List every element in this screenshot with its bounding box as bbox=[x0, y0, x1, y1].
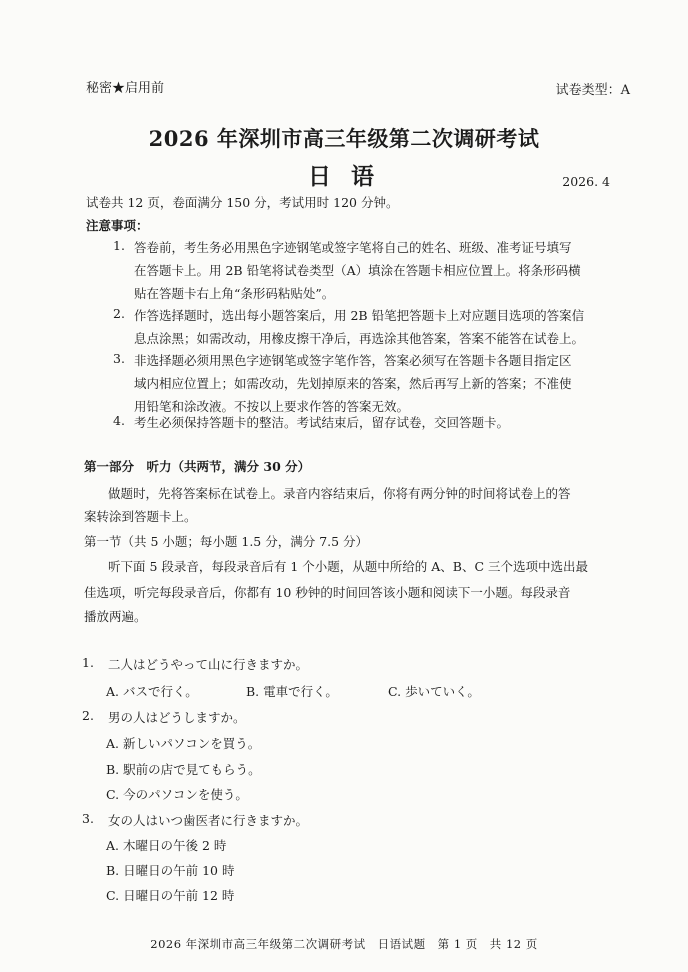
part-instruction-line: 案转涂到答题卡上。 bbox=[84, 509, 197, 524]
note-line: 答卷前，考生务必用黑色字迹钢笔或签字笔将自己的姓名、班级、准考证号填写 bbox=[134, 240, 572, 255]
option-a: A. バスで行く。 bbox=[106, 684, 198, 699]
subject-title: 日 语 bbox=[307, 163, 380, 190]
exam-title: 2026 年深圳市高三年级第二次调研考试 bbox=[148, 126, 540, 151]
question-number: 2. bbox=[82, 708, 94, 723]
section-instruction-line: 佳选项，听完每段录音后，你都有 10 秒钟的时间回答该小题和阅读下一小题。每段录音 bbox=[84, 585, 571, 600]
part-title-detail: （共两节，满分 30 分） bbox=[171, 459, 311, 474]
note-number: 4. bbox=[113, 413, 125, 428]
note-line: 在答题卡上。用 2B 铅笔将试卷类型（A）填涂在答题卡相应位置上。将条形码横 bbox=[134, 263, 581, 278]
notes-title: 注意事项： bbox=[86, 218, 149, 233]
question-text: 二人はどうやって山に行きますか。 bbox=[108, 657, 309, 672]
part-title bbox=[84, 457, 310, 475]
option-b: B. 電車で行く。 bbox=[246, 684, 338, 699]
note-number: 2. bbox=[113, 306, 125, 321]
option-c: C. 今のパソコンを使う。 bbox=[106, 787, 248, 802]
option-a: A. 木曜日の午後 2 時 bbox=[106, 838, 227, 853]
part-instruction-line: 做题时，先将答案标在试卷上。录音内容结束后，你将有两分钟的时间将试卷上的答 bbox=[108, 486, 571, 501]
note-line: 息点涂黑；如需改动，用橡皮擦干净后，再选涂其他答案，答案不能答在试卷上。 bbox=[134, 331, 585, 346]
section-title: 第一节（共 5 小题；每小题 1.5 分，满分 7.5 分） bbox=[84, 534, 369, 549]
note-line: 贴在答题卡右上角“条形码粘贴处”。 bbox=[134, 286, 335, 301]
note-number: 3. bbox=[113, 351, 125, 366]
page-footer: 2026 年深圳市高三年级第二次调研考试 日语试题 第 1 页 共 12 页 bbox=[150, 937, 538, 951]
option-b: B. 駅前の店で見てもらう。 bbox=[106, 762, 261, 777]
confidential-label: 秘密★启用前 bbox=[86, 81, 165, 96]
exam-intro: 试卷共 12 页，卷面满分 150 分，考试用时 120 分钟。 bbox=[86, 195, 399, 210]
question-number: 1. bbox=[82, 655, 94, 670]
section-instruction-line: 播放两遍。 bbox=[84, 609, 147, 624]
part-title-main: 第一部分 听力 bbox=[84, 459, 172, 474]
option-b: B. 日曜日の午前 10 時 bbox=[106, 863, 235, 878]
note-line: 域内相应位置上；如需改动，先划掉原来的答案，然后再写上新的答案；不准使 bbox=[134, 376, 572, 391]
note-line: 考生必须保持答题卡的整洁。考试结束后，留存试卷，交回答题卡。 bbox=[134, 415, 510, 430]
section-instruction-line: 听下面 5 段录音，每段录音后有 1 个小题，从题中所给的 A、B、C 三个选项中选出最 bbox=[108, 559, 589, 574]
question-text: 男の人はどうしますか。 bbox=[108, 710, 246, 725]
note-line: 作答选择题时，选出每小题答案后，用 2B 铅笔把答题卡上对应题目选项的答案信 bbox=[134, 308, 585, 323]
option-c: C. 歩いていく。 bbox=[388, 684, 480, 699]
note-number: 1. bbox=[113, 238, 125, 253]
note-line: 非选择题必须用黑色字迹钢笔或签字笔作答，答案必须写在答题卡各题目指定区 bbox=[134, 353, 572, 368]
question-number: 3. bbox=[82, 811, 94, 826]
question-text: 女の人はいつ歯医者に行きますか。 bbox=[108, 813, 309, 828]
paper-type-label: 试卷类型：A bbox=[555, 83, 630, 98]
option-a: A. 新しいパソコンを買う。 bbox=[106, 736, 261, 751]
exam-date: 2026. 4 bbox=[562, 174, 610, 189]
option-c: C. 日曜日の午前 12 時 bbox=[106, 888, 235, 903]
note-line: 用铅笔和涂改液。不按以上要求作答的答案无效。 bbox=[134, 399, 410, 414]
